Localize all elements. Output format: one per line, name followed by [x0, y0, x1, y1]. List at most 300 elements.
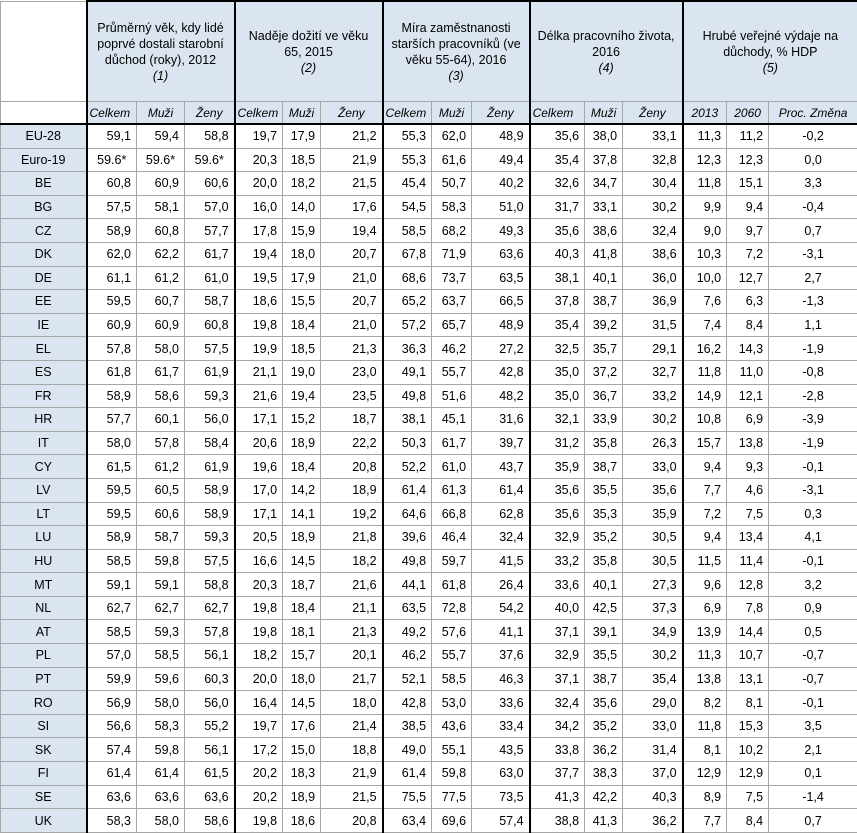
corner-cell — [1, 1, 87, 102]
value-cell: 58,0 — [137, 337, 185, 361]
value-cell: 62,7 — [87, 596, 137, 620]
group-title: Průměrný věk, kdy lidé poprvé dostali starobní důchod (roky), 2012 — [97, 21, 223, 67]
value-cell: 8,4 — [727, 809, 769, 833]
table-row — [1, 667, 857, 691]
country-cell: RO — [1, 691, 87, 715]
value-cell: 14,3 — [727, 337, 769, 361]
value-cell: 35,0 — [530, 360, 585, 384]
value-cell: 56,0 — [185, 408, 235, 432]
value-cell: 40,0 — [530, 596, 585, 620]
value-cell: 13,4 — [727, 526, 769, 550]
value-cell: 59.6* — [87, 148, 137, 172]
value-cell: 58,9 — [185, 502, 235, 526]
value-cell: 41,3 — [585, 809, 623, 833]
country-cell: CY — [1, 455, 87, 479]
value-cell: 36,3 — [383, 337, 432, 361]
value-cell: 40,3 — [623, 785, 683, 809]
value-cell: 13,9 — [683, 620, 727, 644]
country-cell: SE — [1, 785, 87, 809]
table-row — [1, 620, 857, 644]
value-cell: 20,6 — [235, 431, 283, 455]
value-cell: 35,2 — [585, 526, 623, 550]
value-cell: 41,1 — [472, 620, 530, 644]
value-cell: 21,4 — [321, 714, 383, 738]
value-cell: 58,5 — [87, 620, 137, 644]
value-cell: 21,7 — [321, 667, 383, 691]
group-number: (5) — [688, 60, 854, 76]
value-cell: 9,4 — [683, 526, 727, 550]
country-cell: SI — [1, 714, 87, 738]
value-cell: 21,5 — [321, 172, 383, 196]
value-cell: 63,4 — [383, 809, 432, 833]
value-cell: 42,2 — [585, 785, 623, 809]
value-cell: 2,7 — [769, 266, 857, 290]
value-cell: 58,5 — [137, 644, 185, 668]
value-cell: 20,8 — [321, 455, 383, 479]
value-cell: 36,7 — [585, 384, 623, 408]
value-cell: 14,5 — [283, 691, 321, 715]
value-cell: 20,3 — [235, 148, 283, 172]
subheader-cell: Muži — [432, 102, 472, 125]
value-cell: 31,7 — [530, 195, 585, 219]
value-cell: 11,0 — [727, 360, 769, 384]
value-cell: 18,5 — [283, 148, 321, 172]
group-title: Míra zaměstnanosti starších pracovníků (ve věku 55-64), 2016 — [391, 21, 520, 67]
value-cell: 19,8 — [235, 809, 283, 833]
value-cell: 11,4 — [727, 549, 769, 573]
value-cell: 59,5 — [87, 478, 137, 502]
value-cell: 57,0 — [185, 195, 235, 219]
value-cell: 35,8 — [585, 549, 623, 573]
table-row — [1, 313, 857, 337]
value-cell: 58,9 — [87, 526, 137, 550]
value-cell: 15,7 — [283, 644, 321, 668]
value-cell: 37,7 — [530, 762, 585, 786]
value-cell: 58,1 — [137, 195, 185, 219]
value-cell: 34,2 — [530, 714, 585, 738]
value-cell: 32,4 — [472, 526, 530, 550]
value-cell: -0,1 — [769, 549, 857, 573]
value-cell: 30,2 — [623, 408, 683, 432]
value-cell: 37,8 — [530, 290, 585, 314]
value-cell: 60,5 — [137, 478, 185, 502]
value-cell: 29,0 — [623, 691, 683, 715]
value-cell: 37,1 — [530, 667, 585, 691]
value-cell: 23,0 — [321, 360, 383, 384]
value-cell: 16,4 — [235, 691, 283, 715]
value-cell: 60,8 — [137, 219, 185, 243]
value-cell: 59,8 — [137, 549, 185, 573]
value-cell: -0,1 — [769, 691, 857, 715]
value-cell: 55,3 — [383, 124, 432, 148]
value-cell: 59,3 — [185, 526, 235, 550]
value-cell: -0,8 — [769, 360, 857, 384]
value-cell: -3,1 — [769, 242, 857, 266]
table-row — [1, 431, 857, 455]
value-cell: 58,9 — [87, 384, 137, 408]
value-cell: 62,0 — [87, 242, 137, 266]
value-cell: 18,0 — [283, 242, 321, 266]
value-cell: 33,0 — [623, 714, 683, 738]
value-cell: 17,6 — [321, 195, 383, 219]
subheader-cell: Muži — [585, 102, 623, 125]
group-header-pension-expenditure — [683, 1, 857, 102]
value-cell: 51,0 — [472, 195, 530, 219]
subheader-cell: Celkem — [87, 102, 137, 125]
value-cell: 33,6 — [472, 691, 530, 715]
country-cell: NL — [1, 596, 87, 620]
value-cell: 18,1 — [283, 620, 321, 644]
country-cell: PL — [1, 644, 87, 668]
group-header-row — [1, 1, 857, 102]
value-cell: 19,4 — [235, 242, 283, 266]
value-cell: 54,5 — [383, 195, 432, 219]
table-row — [1, 549, 857, 573]
group-title: Délka pracovního života, 2016 — [538, 29, 675, 59]
value-cell: 20,2 — [235, 762, 283, 786]
value-cell: 35,9 — [530, 455, 585, 479]
value-cell: 36,0 — [623, 266, 683, 290]
country-cell: PT — [1, 667, 87, 691]
value-cell: 17,6 — [283, 714, 321, 738]
table-row — [1, 738, 857, 762]
value-cell: 60,6 — [185, 172, 235, 196]
value-cell: 21,6 — [321, 573, 383, 597]
value-cell: 21,1 — [235, 360, 283, 384]
value-cell: 33,9 — [585, 408, 623, 432]
value-cell: 42,5 — [585, 596, 623, 620]
country-cell: HR — [1, 408, 87, 432]
value-cell: -2,8 — [769, 384, 857, 408]
value-cell: 20,1 — [321, 644, 383, 668]
value-cell: 57,6 — [432, 620, 472, 644]
value-cell: 57,8 — [185, 620, 235, 644]
subheader-cell: Ženy — [623, 102, 683, 125]
value-cell: 57,7 — [185, 219, 235, 243]
value-cell: 58,6 — [185, 809, 235, 833]
value-cell: 63,0 — [472, 762, 530, 786]
value-cell: 58,3 — [87, 809, 137, 833]
value-cell: 30,2 — [623, 644, 683, 668]
value-cell: 18,8 — [321, 738, 383, 762]
value-cell: 18,2 — [283, 172, 321, 196]
value-cell: 35,6 — [623, 478, 683, 502]
value-cell: 61,5 — [87, 455, 137, 479]
value-cell: 61,2 — [137, 266, 185, 290]
value-cell: 44,1 — [383, 573, 432, 597]
value-cell: 57,7 — [87, 408, 137, 432]
value-cell: 38,8 — [530, 809, 585, 833]
value-cell: 20,0 — [235, 667, 283, 691]
value-cell: 6,9 — [683, 596, 727, 620]
value-cell: 61,9 — [185, 455, 235, 479]
value-cell: 59,1 — [87, 573, 137, 597]
value-cell: 41,5 — [472, 549, 530, 573]
value-cell: 31,6 — [472, 408, 530, 432]
value-cell: 33,2 — [530, 549, 585, 573]
country-cell: MT — [1, 573, 87, 597]
value-cell: 18,6 — [283, 809, 321, 833]
value-cell: 48,2 — [472, 384, 530, 408]
group-title: Naděje dožití ve věku 65, 2015 — [249, 29, 369, 59]
value-cell: 16,2 — [683, 337, 727, 361]
value-cell: 12,3 — [683, 148, 727, 172]
value-cell: 9,4 — [727, 195, 769, 219]
value-cell: 8,1 — [683, 738, 727, 762]
value-cell: 21,3 — [321, 620, 383, 644]
value-cell: 9,3 — [727, 455, 769, 479]
value-cell: 57,0 — [87, 644, 137, 668]
value-cell: 49,8 — [383, 384, 432, 408]
value-cell: 58,3 — [432, 195, 472, 219]
value-cell: 11,3 — [683, 124, 727, 148]
value-cell: 45,4 — [383, 172, 432, 196]
table-row — [1, 124, 857, 148]
value-cell: -3,9 — [769, 408, 857, 432]
value-cell: 33,1 — [623, 124, 683, 148]
value-cell: 49,1 — [383, 360, 432, 384]
value-cell: 56,1 — [185, 644, 235, 668]
value-cell: 60,9 — [87, 313, 137, 337]
value-cell: 57,8 — [137, 431, 185, 455]
value-cell: 38,6 — [623, 242, 683, 266]
value-cell: 75,5 — [383, 785, 432, 809]
value-cell: 16,6 — [235, 549, 283, 573]
value-cell: -1,9 — [769, 337, 857, 361]
value-cell: 12,9 — [683, 762, 727, 786]
value-cell: 59,1 — [87, 124, 137, 148]
table-row — [1, 242, 857, 266]
subheader-cell: Muži — [283, 102, 321, 125]
group-number: (3) — [388, 68, 525, 84]
value-cell: 17,2 — [235, 738, 283, 762]
value-cell: -1,4 — [769, 785, 857, 809]
value-cell: 11,8 — [683, 172, 727, 196]
value-cell: 38,7 — [585, 290, 623, 314]
value-cell: 9,7 — [727, 219, 769, 243]
value-cell: -3,1 — [769, 478, 857, 502]
value-cell: 19,9 — [235, 337, 283, 361]
country-cell: LT — [1, 502, 87, 526]
value-cell: 12,7 — [727, 266, 769, 290]
value-cell: 49,8 — [383, 549, 432, 573]
value-cell: 19,4 — [321, 219, 383, 243]
value-cell: 31,5 — [623, 313, 683, 337]
value-cell: 61,7 — [137, 360, 185, 384]
value-cell: 11,3 — [683, 644, 727, 668]
country-cell: BG — [1, 195, 87, 219]
value-cell: 61,8 — [432, 573, 472, 597]
country-cell: Euro-19 — [1, 148, 87, 172]
value-cell: 58,7 — [185, 290, 235, 314]
value-cell: 9,6 — [683, 573, 727, 597]
value-cell: 35,8 — [585, 431, 623, 455]
value-cell: 58,0 — [137, 809, 185, 833]
value-cell: 0,0 — [769, 148, 857, 172]
table-row — [1, 526, 857, 550]
subheader-cell: 2060 — [727, 102, 769, 125]
value-cell: 62,7 — [185, 596, 235, 620]
country-cell: DE — [1, 266, 87, 290]
value-cell: 61,7 — [432, 431, 472, 455]
value-cell: 63,6 — [185, 785, 235, 809]
value-cell: 61,2 — [137, 455, 185, 479]
value-cell: 63,7 — [432, 290, 472, 314]
value-cell: 21,2 — [321, 124, 383, 148]
value-cell: 38,7 — [585, 455, 623, 479]
value-cell: 33,2 — [623, 384, 683, 408]
value-cell: 23,5 — [321, 384, 383, 408]
value-cell: 11,8 — [683, 360, 727, 384]
value-cell: 29,1 — [623, 337, 683, 361]
table-row — [1, 384, 857, 408]
value-cell: 58,4 — [185, 431, 235, 455]
value-cell: 60,7 — [137, 290, 185, 314]
value-cell: 57,5 — [87, 195, 137, 219]
value-cell: 14,1 — [283, 502, 321, 526]
value-cell: 59,7 — [432, 549, 472, 573]
value-cell: 15,3 — [727, 714, 769, 738]
group-number: (2) — [240, 60, 378, 76]
value-cell: 19,8 — [235, 620, 283, 644]
value-cell: -0,2 — [769, 124, 857, 148]
value-cell: 17,9 — [283, 266, 321, 290]
value-cell: 8,9 — [683, 785, 727, 809]
value-cell: 56,1 — [185, 738, 235, 762]
value-cell: 4,1 — [769, 526, 857, 550]
value-cell: 39,6 — [383, 526, 432, 550]
country-cell: BE — [1, 172, 87, 196]
value-cell: 1,1 — [769, 313, 857, 337]
value-cell: -1,3 — [769, 290, 857, 314]
value-cell: 3,2 — [769, 573, 857, 597]
value-cell: 69,6 — [432, 809, 472, 833]
value-cell: 17,9 — [283, 124, 321, 148]
value-cell: 38,1 — [383, 408, 432, 432]
value-cell: 0,1 — [769, 762, 857, 786]
value-cell: 15,0 — [283, 738, 321, 762]
value-cell: 14,5 — [283, 549, 321, 573]
value-cell: 35,6 — [530, 219, 585, 243]
country-cell: LU — [1, 526, 87, 550]
value-cell: 27,2 — [472, 337, 530, 361]
value-cell: 40,1 — [585, 573, 623, 597]
table-row — [1, 148, 857, 172]
value-cell: 63,5 — [472, 266, 530, 290]
value-cell: 37,2 — [585, 360, 623, 384]
value-cell: 37,6 — [472, 644, 530, 668]
value-cell: 35,7 — [585, 337, 623, 361]
value-cell: 9,9 — [683, 195, 727, 219]
value-cell: 33,6 — [530, 573, 585, 597]
value-cell: 52,2 — [383, 455, 432, 479]
value-cell: 0,7 — [769, 219, 857, 243]
value-cell: 55,1 — [432, 738, 472, 762]
value-cell: 10,3 — [683, 242, 727, 266]
value-cell: 60,8 — [185, 313, 235, 337]
value-cell: 38,5 — [383, 714, 432, 738]
table-row — [1, 809, 857, 833]
table-row — [1, 502, 857, 526]
value-cell: 57,2 — [383, 313, 432, 337]
value-cell: 7,7 — [683, 478, 727, 502]
value-cell: 31,2 — [530, 431, 585, 455]
value-cell: 12,9 — [727, 762, 769, 786]
subheader-cell: Proc. Změna — [769, 102, 857, 125]
value-cell: 62,7 — [137, 596, 185, 620]
value-cell: 63,6 — [87, 785, 137, 809]
value-cell: 49,2 — [383, 620, 432, 644]
value-cell: 20,0 — [235, 172, 283, 196]
value-cell: 57,5 — [185, 549, 235, 573]
value-cell: 18,7 — [283, 573, 321, 597]
value-cell: 59,3 — [137, 620, 185, 644]
table-row — [1, 337, 857, 361]
value-cell: 32,4 — [530, 691, 585, 715]
value-cell: 41,3 — [530, 785, 585, 809]
value-cell: 59,6 — [137, 667, 185, 691]
value-cell: 17,1 — [235, 502, 283, 526]
value-cell: 61,6 — [432, 148, 472, 172]
value-cell: 59,4 — [137, 124, 185, 148]
value-cell: 35,9 — [623, 502, 683, 526]
value-cell: 18,0 — [283, 667, 321, 691]
value-cell: 18,4 — [283, 313, 321, 337]
value-cell: 10,2 — [727, 738, 769, 762]
table-row — [1, 408, 857, 432]
value-cell: 57,4 — [87, 738, 137, 762]
value-cell: 7,5 — [727, 785, 769, 809]
value-cell: 58,3 — [137, 714, 185, 738]
value-cell: 51,6 — [432, 384, 472, 408]
value-cell: 17,8 — [235, 219, 283, 243]
value-cell: 40,1 — [585, 266, 623, 290]
value-cell: 8,4 — [727, 313, 769, 337]
value-cell: 43,7 — [472, 455, 530, 479]
value-cell: 53,0 — [432, 691, 472, 715]
value-cell: 15,5 — [283, 290, 321, 314]
value-cell: 58,9 — [185, 478, 235, 502]
table-row — [1, 455, 857, 479]
value-cell: 54,2 — [472, 596, 530, 620]
value-cell: 58,8 — [185, 573, 235, 597]
value-cell: 60,9 — [137, 172, 185, 196]
value-cell: 58,6 — [137, 384, 185, 408]
value-cell: 37,0 — [623, 762, 683, 786]
value-cell: 32,9 — [530, 644, 585, 668]
value-cell: 39,1 — [585, 620, 623, 644]
table-row — [1, 172, 857, 196]
value-cell: 21,3 — [321, 337, 383, 361]
value-cell: 71,9 — [432, 242, 472, 266]
value-cell: 18,9 — [283, 785, 321, 809]
value-cell: 45,1 — [432, 408, 472, 432]
value-cell: 21,9 — [321, 762, 383, 786]
value-cell: 19,7 — [235, 124, 283, 148]
value-cell: 18,5 — [283, 337, 321, 361]
value-cell: 59,9 — [87, 667, 137, 691]
value-cell: 0,9 — [769, 596, 857, 620]
value-cell: 8,1 — [727, 691, 769, 715]
value-cell: 34,7 — [585, 172, 623, 196]
value-cell: 11,2 — [727, 124, 769, 148]
value-cell: 56,6 — [87, 714, 137, 738]
value-cell: 61,7 — [185, 242, 235, 266]
value-cell: 58,0 — [137, 691, 185, 715]
value-cell: 11,5 — [683, 549, 727, 573]
value-cell: 18,9 — [283, 526, 321, 550]
value-cell: 33,4 — [472, 714, 530, 738]
